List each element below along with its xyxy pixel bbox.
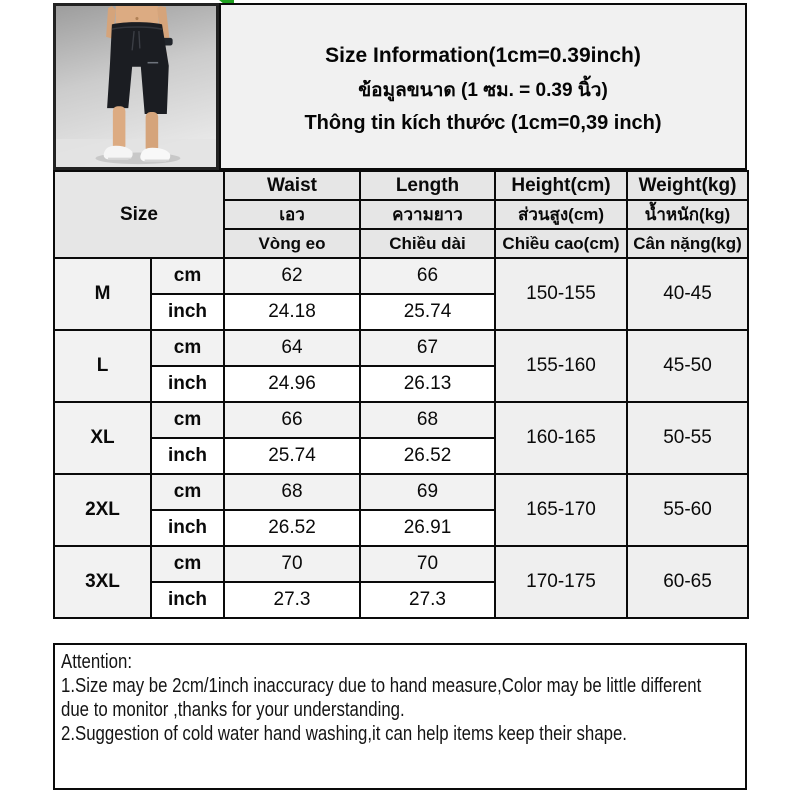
l-length-cm: 67 <box>360 330 495 366</box>
size-label-m: M <box>54 258 151 330</box>
header-weight-en: Weight(kg) <box>627 171 748 200</box>
3xl-length-cm: 70 <box>360 546 495 582</box>
product-photo-illustration <box>56 6 216 167</box>
m-length-cm: 66 <box>360 258 495 294</box>
header-length-en: Length <box>360 171 495 200</box>
attention-line-3: 2.Suggestion of cold water hand washing,it can help items keep their shape. <box>61 723 627 745</box>
header-waist-en: Waist <box>224 171 360 200</box>
header-length-vi: Chiều dài <box>360 229 495 258</box>
attention-line-2: due to monitor ,thanks for your understanding. <box>61 699 405 721</box>
xl-weight-range: 50-55 <box>627 402 748 474</box>
2xl-waist-cm: 68 <box>224 474 360 510</box>
size-label-2xl: 2XL <box>54 474 151 546</box>
header-length-th: ความยาว <box>360 200 495 229</box>
unit-inch: inch <box>151 582 224 618</box>
2xl-waist-inch: 26.52 <box>224 510 360 546</box>
header-height-th: ส่วนสูง(cm) <box>495 200 627 229</box>
unit-cm: cm <box>151 330 224 366</box>
header-waist-vi: Vòng eo <box>224 229 360 258</box>
title-box <box>219 3 747 170</box>
size-table <box>53 170 749 619</box>
unit-inch: inch <box>151 366 224 402</box>
l-length-inch: 26.13 <box>360 366 495 402</box>
unit-inch: inch <box>151 438 224 474</box>
size-label-l: L <box>54 330 151 402</box>
2xl-weight-range: 55-60 <box>627 474 748 546</box>
unit-inch: inch <box>151 510 224 546</box>
header-height-vi: Chiều cao(cm) <box>495 229 627 258</box>
header-weight-th: น้ำหนัก(kg) <box>627 200 748 229</box>
3xl-waist-inch: 27.3 <box>224 582 360 618</box>
title-english: Size Information(1cm=0.39inch) <box>325 44 641 67</box>
attention-heading: Attention: <box>61 651 132 673</box>
unit-cm: cm <box>151 402 224 438</box>
3xl-length-inch: 27.3 <box>360 582 495 618</box>
unit-cm: cm <box>151 258 224 294</box>
l-waist-inch: 24.96 <box>224 366 360 402</box>
header-weight-vi: Cân nặng(kg) <box>627 229 748 258</box>
header-waist-th: เอว <box>224 200 360 229</box>
unit-cm: cm <box>151 546 224 582</box>
3xl-height-range: 170-175 <box>495 546 627 618</box>
xl-waist-cm: 66 <box>224 402 360 438</box>
m-waist-cm: 62 <box>224 258 360 294</box>
l-waist-cm: 64 <box>224 330 360 366</box>
title-vietnamese: Thông tin kích thước (1cm=0,39 inch) <box>304 112 662 134</box>
2xl-height-range: 165-170 <box>495 474 627 546</box>
size-label-xl: XL <box>54 402 151 474</box>
2xl-length-inch: 26.91 <box>360 510 495 546</box>
m-weight-range: 40-45 <box>627 258 748 330</box>
header-height-en: Height(cm) <box>495 171 627 200</box>
l-weight-range: 45-50 <box>627 330 748 402</box>
3xl-weight-range: 60-65 <box>627 546 748 618</box>
attention-line-1: 1.Size may be 2cm/1inch inaccuracy due to hand measure,Color may be little different <box>61 675 702 697</box>
size-label-3xl: 3XL <box>54 546 151 618</box>
m-waist-inch: 24.18 <box>224 294 360 330</box>
m-length-inch: 25.74 <box>360 294 495 330</box>
size-column-header: Size <box>54 171 224 258</box>
attention-box <box>53 643 747 790</box>
3xl-waist-cm: 70 <box>224 546 360 582</box>
xl-waist-inch: 25.74 <box>224 438 360 474</box>
unit-inch: inch <box>151 294 224 330</box>
title-thai: ข้อมูลขนาด (1 ซม. = 0.39 นิ้ว) <box>358 80 608 101</box>
xl-length-cm: 68 <box>360 402 495 438</box>
unit-cm: cm <box>151 474 224 510</box>
xl-length-inch: 26.52 <box>360 438 495 474</box>
product-photo <box>53 3 219 170</box>
xl-height-range: 160-165 <box>495 402 627 474</box>
2xl-length-cm: 69 <box>360 474 495 510</box>
l-height-range: 155-160 <box>495 330 627 402</box>
m-height-range: 150-155 <box>495 258 627 330</box>
